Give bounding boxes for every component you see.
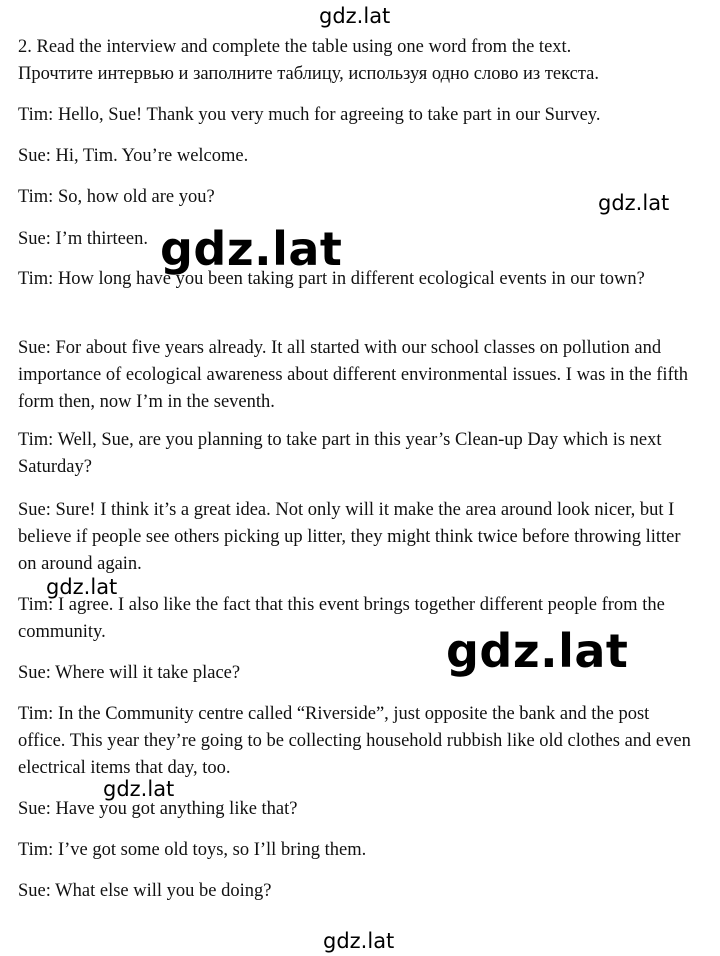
watermark-lower-left: gdz.lat <box>103 777 175 801</box>
dialogue-line: Sue: What else will you be doing? <box>18 881 272 901</box>
watermark-top: gdz.lat <box>319 4 391 28</box>
dialogue-line: Sue: Sure! I think it’s a great idea. Not only will it make the area around look nicer, but I believe if people see others picking up litter, they might think twice before throwing litter on around again. <box>18 500 681 574</box>
dialogue-line: Sue: I’m thirteen. <box>18 229 148 249</box>
dialogue-line: Tim: Hello, Sue! Thank you very much for agreeing to take part in our Survey. <box>18 105 601 125</box>
watermark-large-right: gdz.lat <box>446 624 629 678</box>
dialogue-line: Tim: How long have you been taking part in different ecological events in our town? <box>18 269 645 289</box>
dialogue-line: Tim: I’ve got some old toys, so I’ll bring them. <box>18 840 367 860</box>
watermark-right: gdz.lat <box>598 191 670 215</box>
task-instruction-en: 2. Read the interview and complete the table using one word from the text. <box>18 37 572 57</box>
watermark-bottom: gdz.lat <box>323 929 395 953</box>
dialogue-line: Tim: Well, Sue, are you planning to take part in this year’s Clean-up Day which is next Saturday? <box>18 430 662 477</box>
watermark-mid-left: gdz.lat <box>46 575 118 599</box>
task-instruction-ru: Прочтите интервью и заполните таблицу, используя одно слово из текста. <box>18 64 599 84</box>
dialogue-line: Tim: I agree. I also like the fact that this event brings together different people from the community. <box>18 595 665 642</box>
dialogue-line: Tim: So, how old are you? <box>18 187 215 207</box>
dialogue-line: Sue: Have you got anything like that? <box>18 799 298 819</box>
dialogue-line: Sue: For about five years already. It all started with our school classes on pollution and importance of ecological awareness about different environmental issues. I was in the fifth form then, now I’m in the seventh. <box>18 338 689 412</box>
task-instruction <box>18 34 698 88</box>
dialogue-line: Sue: Hi, Tim. You’re welcome. <box>18 146 249 166</box>
watermark-large-left: gdz.lat <box>160 222 343 276</box>
dialogue-line: Tim: In the Community centre called “Riverside”, just opposite the bank and the post office. This year they’re going to be collecting household rubbish like old clothes and even electrical items that day, too. <box>18 704 691 778</box>
dialogue-line: Sue: Where will it take place? <box>18 663 241 683</box>
